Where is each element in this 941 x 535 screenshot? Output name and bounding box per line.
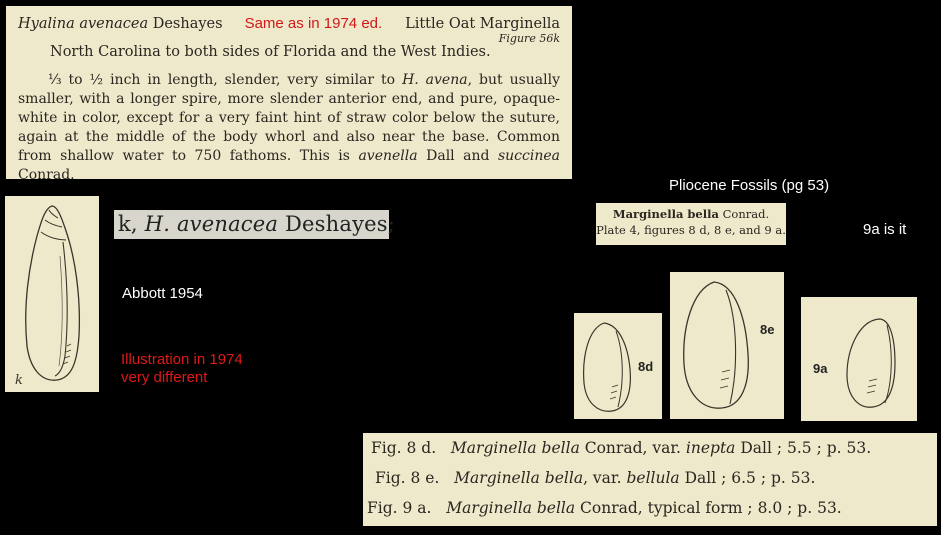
shell-9a-drawing [801, 297, 917, 421]
illustration-note: Illustration in 1974 very different [121, 351, 243, 386]
caption-row-8e: Fig. 8 e. Marginella bella, var. bellula Dall ; 6.5 ; p. 53. [375, 469, 816, 487]
species-description [6, 6, 572, 183]
pliocene-species-line: Marginella bella Conrad. [612, 207, 770, 221]
shell-8e-drawing [670, 272, 784, 419]
pliocene-caption-box [596, 203, 786, 245]
figure-letter-k: k [15, 373, 23, 388]
nine-a-label: 9a is it [863, 221, 907, 238]
species-range: North Carolina to both sides of Florida and the West Indies. [50, 43, 491, 60]
plate-label-8d: 8d [638, 359, 654, 374]
description-paragraph: ⅓ to ½ inch in length, slender, very similar to H. avena, but usually smaller, with a longer spire, more slender anterior end, and pure, opaque-white in color, except for a very faint hint of straw color below the suture, again at the middle of the body whorl and also near the base. Common from shallow water to 750 fathoms. This is avenella Dall and succinea Conrad. [18, 72, 560, 183]
species-author: Deshayes [152, 16, 223, 32]
caption-k: k, H. avenacea Deshayes; [114, 210, 389, 239]
description-heading [18, 14, 560, 35]
common-name: Little Oat Marginella [405, 16, 560, 32]
pliocene-label: Pliocene Fossils (pg 53) [669, 177, 830, 194]
plate-label-9a: 9a [813, 361, 828, 376]
same-edition-note: Same as in 1974 ed. [244, 15, 383, 32]
figure-reference: Figure 56k [498, 31, 560, 45]
pliocene-plate-line: Plate 4, figures 8 d, 8 e, and 9 a. [596, 223, 786, 237]
abbott-label: Abbott 1954 [122, 285, 203, 302]
plate-8d [574, 313, 662, 419]
plate-8e [670, 272, 784, 419]
figure-captions [363, 433, 937, 526]
caption-row-9a: Fig. 9 a. Marginella bella Conrad, typical form ; 8.0 ; p. 53. [367, 499, 842, 517]
plate-9a [801, 297, 917, 421]
species-name: Hyalina avenacea [18, 16, 149, 32]
caption-row-8d: Fig. 8 d. Marginella bella Conrad, var. inepta Dall ; 5.5 ; p. 53. [371, 439, 872, 457]
shell-8d-drawing [574, 313, 662, 419]
plate-label-8e: 8e [760, 322, 775, 337]
shell-drawing [5, 196, 99, 392]
shell-illustration-k [5, 196, 99, 392]
